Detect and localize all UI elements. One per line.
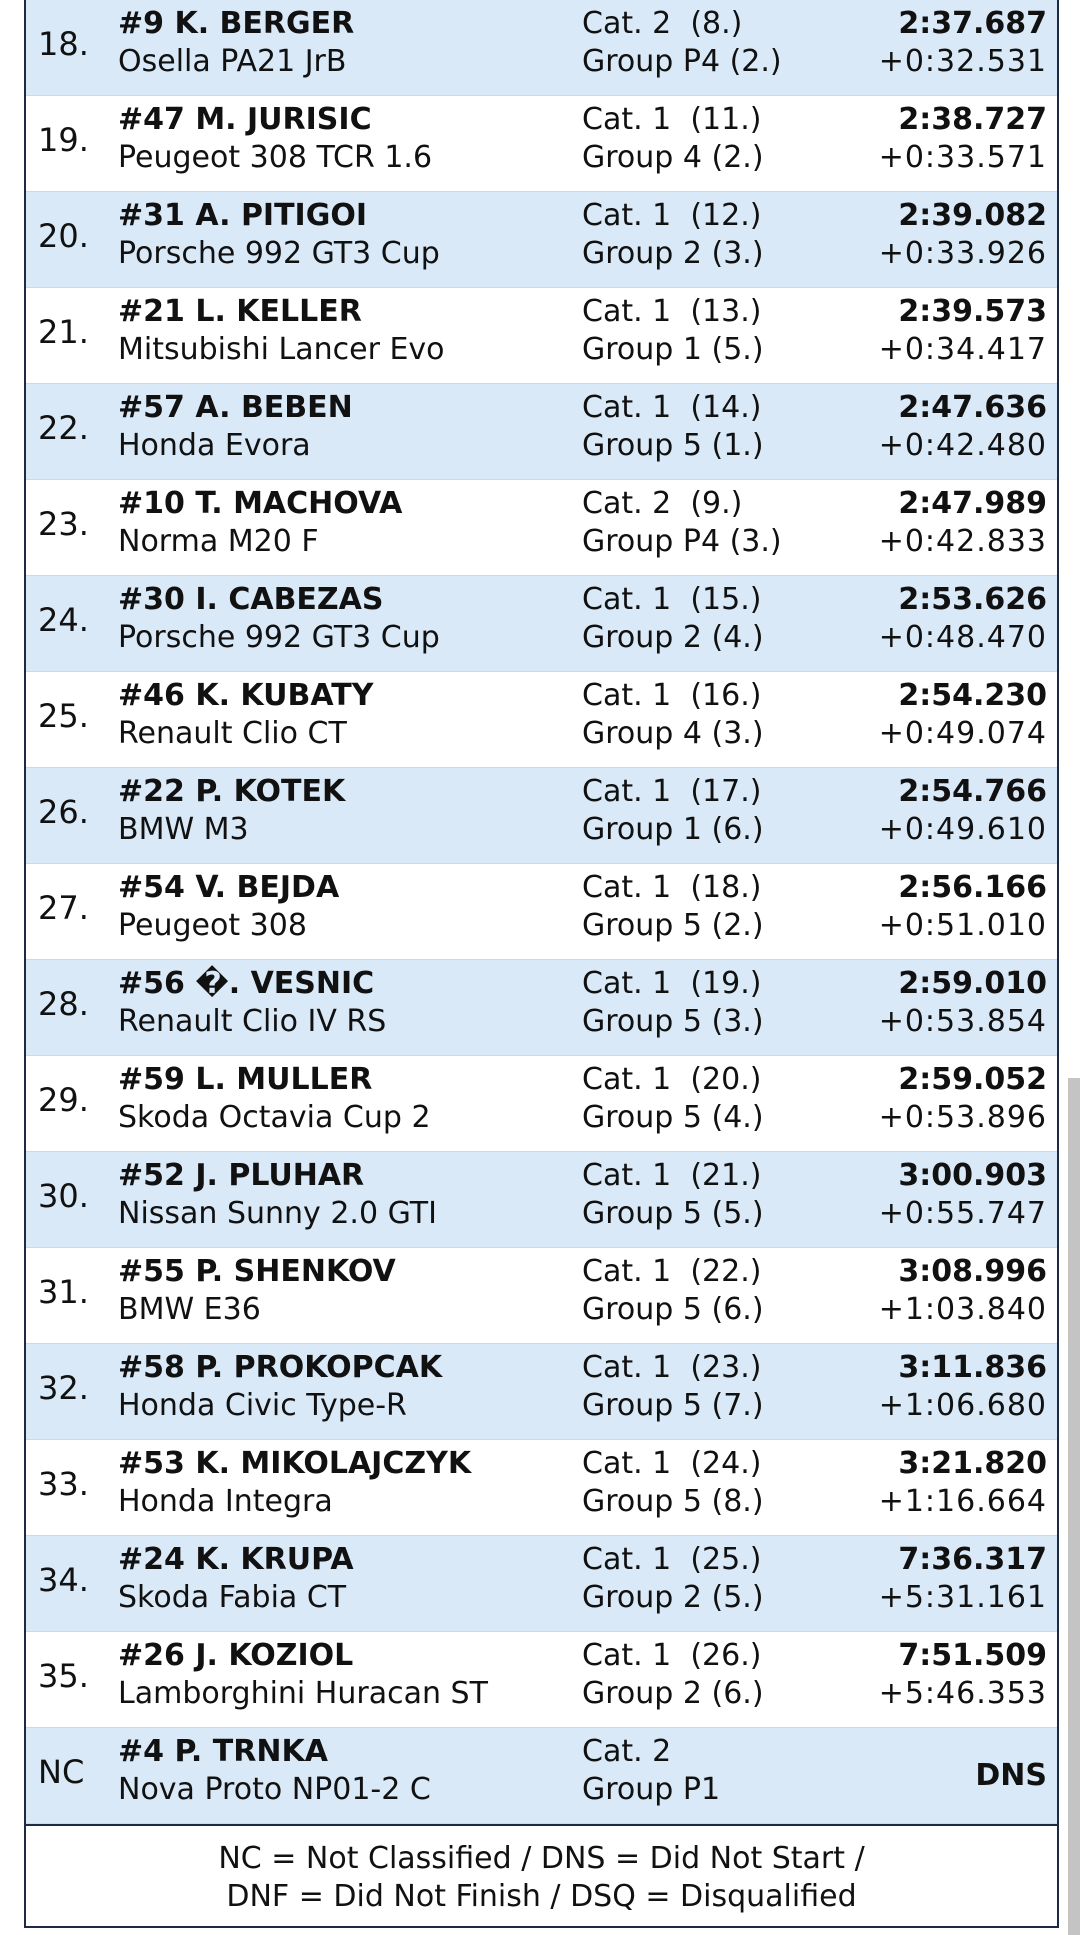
time-gap: +0:33.926 (878, 236, 1047, 271)
category: Cat. 1 (26.) (582, 1638, 762, 1673)
position: 22. (38, 409, 89, 447)
car-model: Mitsubishi Lancer Evo (118, 332, 445, 367)
position: 34. (38, 1561, 89, 1599)
category: Cat. 1 (14.) (582, 390, 762, 425)
table-row (26, 576, 1057, 672)
best-time: 2:37.687 (898, 6, 1047, 41)
car-model: Porsche 992 GT3 Cup (118, 236, 440, 271)
category: Cat. 1 (13.) (582, 294, 762, 329)
group: Group 2 (3.) (582, 236, 764, 271)
best-time: 3:21.820 (898, 1446, 1047, 1481)
car-model: Skoda Octavia Cup 2 (118, 1100, 431, 1135)
car-model: Peugeot 308 TCR 1.6 (118, 140, 433, 175)
table-row (26, 384, 1057, 480)
driver-name: #58 P. PROKOPCAK (118, 1350, 443, 1385)
car-model: Osella PA21 JrB (118, 44, 347, 79)
group: Group 2 (6.) (582, 1676, 764, 1711)
group: Group 2 (4.) (582, 620, 764, 655)
category: Cat. 1 (23.) (582, 1350, 762, 1385)
table-row (26, 96, 1057, 192)
driver-name: #24 K. KRUPA (118, 1542, 354, 1577)
time-gap: +0:53.896 (878, 1100, 1047, 1135)
car-model: Peugeot 308 (118, 908, 307, 943)
car-model: Porsche 992 GT3 Cup (118, 620, 440, 655)
best-time: 2:47.989 (898, 486, 1047, 521)
driver-name: #21 L. KELLER (118, 294, 362, 329)
position: 25. (38, 697, 89, 735)
position: 20. (38, 217, 89, 255)
car-model: Lamborghini Huracan ST (118, 1676, 488, 1711)
table-row (26, 1632, 1057, 1728)
group: Group P1 (582, 1772, 721, 1807)
time-gap: +0:55.747 (878, 1196, 1047, 1231)
group: Group 5 (1.) (582, 428, 764, 463)
best-time: 2:59.010 (898, 966, 1047, 1001)
position: 27. (38, 889, 89, 927)
time-gap: +0:42.480 (878, 428, 1047, 463)
car-model: Nova Proto NP01-2 C (118, 1772, 431, 1807)
driver-name: #22 P. KOTEK (118, 774, 346, 809)
time-gap: +5:46.353 (878, 1676, 1047, 1711)
best-time: 7:51.509 (898, 1638, 1047, 1673)
category: Cat. 1 (16.) (582, 678, 762, 713)
driver-name: #47 M. JURISIC (118, 102, 372, 137)
position: 19. (38, 121, 89, 159)
car-model: Skoda Fabia CT (118, 1580, 347, 1615)
group: Group 5 (3.) (582, 1004, 764, 1039)
driver-name: #31 A. PITIGOI (118, 198, 368, 233)
group: Group P4 (2.) (582, 44, 782, 79)
position: 32. (38, 1369, 89, 1407)
status-badge: DNS (975, 1758, 1047, 1793)
time-gap: +0:34.417 (878, 332, 1047, 367)
table-row (26, 1152, 1057, 1248)
table-row (26, 288, 1057, 384)
category: Cat. 1 (15.) (582, 582, 762, 617)
car-model: Honda Evora (118, 428, 311, 463)
category: Cat. 1 (21.) (582, 1158, 762, 1193)
best-time: 2:54.766 (898, 774, 1047, 809)
table-row (26, 1056, 1057, 1152)
category: Cat. 1 (11.) (582, 102, 762, 137)
best-time: 2:39.573 (898, 294, 1047, 329)
group: Group 2 (5.) (582, 1580, 764, 1615)
driver-name: #53 K. MIKOLAJCZYK (118, 1446, 472, 1481)
table-row (26, 1440, 1057, 1536)
driver-name: #10 T. MACHOVA (118, 486, 403, 521)
driver-name: #4 P. TRNKA (118, 1734, 328, 1769)
driver-name: #56 �. VESNIC (118, 966, 375, 1001)
results-rows (26, 0, 1057, 1728)
time-gap: +0:42.833 (878, 524, 1047, 559)
time-gap: +0:51.010 (878, 908, 1047, 943)
table-row (26, 1536, 1057, 1632)
time-gap: +0:49.074 (878, 716, 1047, 751)
best-time: 3:11.836 (898, 1350, 1047, 1385)
position: 23. (38, 505, 89, 543)
table-row (26, 192, 1057, 288)
time-gap: +0:48.470 (878, 620, 1047, 655)
car-model: BMW M3 (118, 812, 249, 847)
position: 28. (38, 985, 89, 1023)
position: 30. (38, 1177, 89, 1215)
position: 18. (38, 25, 89, 63)
position: 33. (38, 1465, 89, 1503)
position: 29. (38, 1081, 89, 1119)
table-row (26, 768, 1057, 864)
table-row (26, 1248, 1057, 1344)
car-model: Honda Civic Type-R (118, 1388, 407, 1423)
car-model: Honda Integra (118, 1484, 333, 1519)
driver-name: #54 V. BEJDA (118, 870, 340, 905)
time-gap: +1:03.840 (878, 1292, 1047, 1327)
category: Cat. 1 (22.) (582, 1254, 762, 1289)
driver-name: #26 J. KOZIOL (118, 1638, 354, 1673)
category: Cat. 2 (8.) (582, 6, 743, 41)
category: Cat. 1 (19.) (582, 966, 762, 1001)
position: 35. (38, 1657, 89, 1695)
category: Cat. 1 (17.) (582, 774, 762, 809)
position: 24. (38, 601, 89, 639)
time-gap: +0:33.571 (878, 140, 1047, 175)
table-row (26, 672, 1057, 768)
driver-name: #30 I. CABEZAS (118, 582, 384, 617)
driver-name: #59 L. MULLER (118, 1062, 373, 1097)
best-time: 2:47.636 (898, 390, 1047, 425)
legend-line-1: NC = Not Classified / DNS = Did Not Start / (218, 1841, 865, 1876)
position: NC (38, 1753, 85, 1791)
car-model: Renault Clio CT (118, 716, 347, 751)
time-gap: +5:31.161 (878, 1580, 1047, 1615)
group: Group P4 (3.) (582, 524, 782, 559)
category: Cat. 1 (18.) (582, 870, 762, 905)
car-model: BMW E36 (118, 1292, 261, 1327)
car-model: Norma M20 F (118, 524, 319, 559)
legend-line-2: DNF = Did Not Finish / DSQ = Disqualified (226, 1879, 857, 1914)
driver-name: #57 A. BEBEN (118, 390, 353, 425)
best-time: 3:00.903 (898, 1158, 1047, 1193)
best-time: 3:08.996 (898, 1254, 1047, 1289)
time-gap: +1:16.664 (878, 1484, 1047, 1519)
position: 21. (38, 313, 89, 351)
category: Cat. 1 (25.) (582, 1542, 762, 1577)
table-row (26, 1344, 1057, 1440)
group: Group 5 (8.) (582, 1484, 764, 1519)
results-table (24, 0, 1059, 1928)
table-row (26, 864, 1057, 960)
driver-name: #52 J. PLUHAR (118, 1158, 365, 1193)
scrollbar[interactable] (1068, 1078, 1080, 1935)
table-row (26, 960, 1057, 1056)
driver-name: #46 K. KUBATY (118, 678, 374, 713)
best-time: 2:39.082 (898, 198, 1047, 233)
table-row (26, 0, 1057, 96)
group: Group 4 (2.) (582, 140, 764, 175)
best-time: 2:38.727 (898, 102, 1047, 137)
car-model: Renault Clio IV RS (118, 1004, 387, 1039)
table-row-nc (26, 1728, 1057, 1824)
time-gap: +0:32.531 (878, 44, 1047, 79)
best-time: 2:59.052 (898, 1062, 1047, 1097)
time-gap: +0:49.610 (878, 812, 1047, 847)
best-time: 2:54.230 (898, 678, 1047, 713)
category: Cat. 2 (9.) (582, 486, 743, 521)
position: 31. (38, 1273, 89, 1311)
best-time: 7:36.317 (898, 1542, 1047, 1577)
group: Group 1 (6.) (582, 812, 764, 847)
group: Group 1 (5.) (582, 332, 764, 367)
category: Cat. 1 (20.) (582, 1062, 762, 1097)
category: Cat. 2 (582, 1734, 672, 1769)
table-row (26, 480, 1057, 576)
driver-name: #55 P. SHENKOV (118, 1254, 396, 1289)
time-gap: +1:06.680 (878, 1388, 1047, 1423)
best-time: 2:53.626 (898, 582, 1047, 617)
category: Cat. 1 (12.) (582, 198, 762, 233)
group: Group 5 (7.) (582, 1388, 764, 1423)
best-time: 2:56.166 (898, 870, 1047, 905)
time-gap: +0:53.854 (878, 1004, 1047, 1039)
group: Group 5 (2.) (582, 908, 764, 943)
group: Group 5 (4.) (582, 1100, 764, 1135)
position: 26. (38, 793, 89, 831)
group: Group 4 (3.) (582, 716, 764, 751)
car-model: Nissan Sunny 2.0 GTI (118, 1196, 437, 1231)
category: Cat. 1 (24.) (582, 1446, 762, 1481)
group: Group 5 (6.) (582, 1292, 764, 1327)
group: Group 5 (5.) (582, 1196, 764, 1231)
driver-name: #9 K. BERGER (118, 6, 355, 41)
legend (26, 1824, 1057, 1928)
